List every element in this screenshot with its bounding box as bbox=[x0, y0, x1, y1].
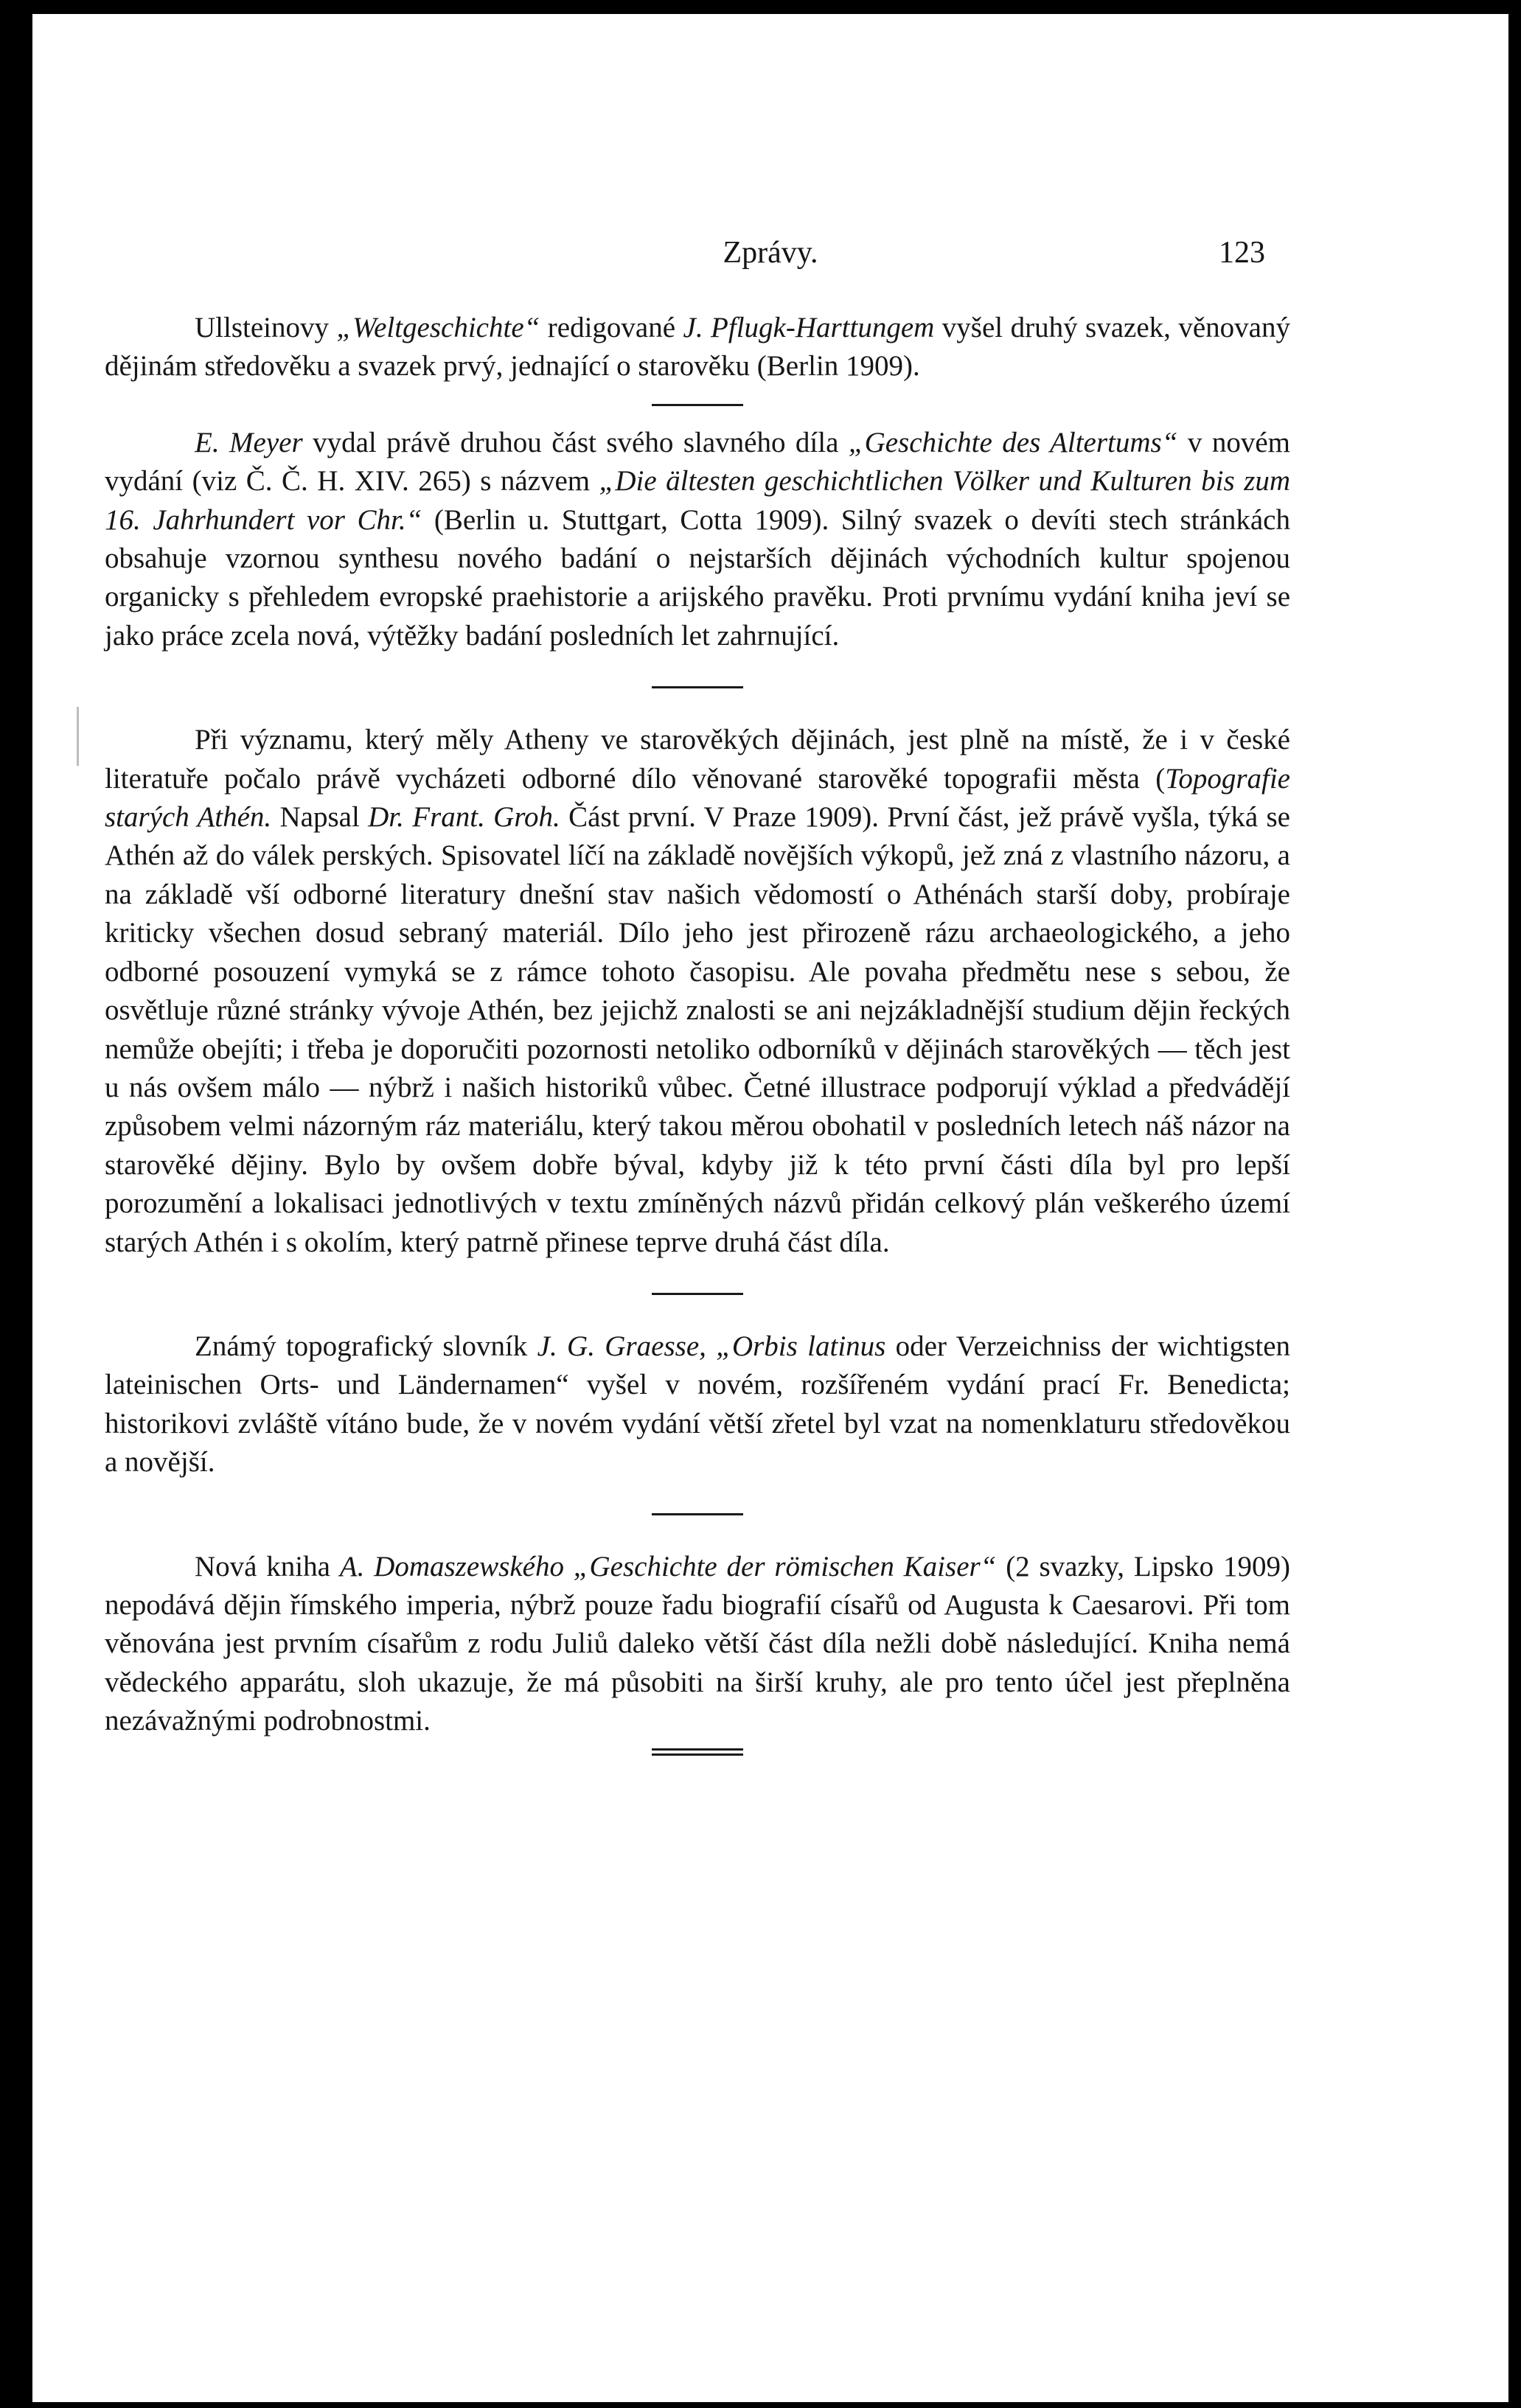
book-title: „Geschichte der römischen Kaiser“ bbox=[573, 1550, 997, 1582]
text-run: Nová kniha bbox=[195, 1550, 340, 1582]
book-title: „Weltgeschichte“ bbox=[336, 312, 540, 343]
author-name: J. G. Graesse, bbox=[537, 1330, 706, 1362]
text-run: (Berlin u. Stuttgart, Cotta 1909). Silný svazek o devíti stech stránkách obsahuje vzornou synthesu nového badání o nejstarších dějinách východních kultur spojenou organicky s přehledem evropské praehistorie a arijského pravěku. Proti prvnímu vydání kniha jeví se jako práce zcela nová, výtěžky badání posledních let zahrnující. bbox=[105, 503, 1290, 652]
paragraph-ullstein bbox=[105, 309, 1290, 386]
book-title: Topografie starých Athén. bbox=[105, 762, 1290, 834]
text-run bbox=[564, 1551, 574, 1582]
section-separator bbox=[652, 1293, 743, 1295]
text-run: Při významu, který měly Atheny ve starověkých dějinách, jest plně na místě, že i v české literatuře počalo právě vycházeti odborné dílo věnované starověké topografii města ( bbox=[105, 724, 1290, 795]
paragraph-meyer bbox=[105, 424, 1290, 655]
text-run: vydal právě druhou část svého slavného díla bbox=[302, 426, 849, 458]
text-run: Část první. V Praze 1909). První část, jež právě vyšla, týká se Athén až do válek perských. Spisovatel líčí na základě novějších výkopů, jež zná z vlastního názoru, a na základě vší odborné literatury dnešní stav našich vědomostí o Athénách starší doby, probíraje kriticky všechen dosud sebraný materiál. Dílo jeho jest přirozeně rázu archaeologického, a jeho odborné posouzení vymyká se z rámce tohoto časopisu. Ale povaha předmětu nese s sebou, že osvětluje různé stránky vývoje Athén, bez jejichž znalosti se ani nejzákladnější studium dějin řeckých nemůže obejíti; i třeba je doporučiti pozornosti netoliko odborníků v dějinách starověkých — těch jest u nás ovšem málo — nýbrž i našich historiků vůbec. Četné illustrace podporují výklad a předvádějí způsobem velmi názorným ráz materiálu, který takou měrou obohatil v posledních letech náš názor na starověké dějiny. Bylo by ovšem dobře býval, kdyby již k této první části díla byl pro lepší porozumění a lokalisaci jednotlivých v textu zmíněných názvů přidán celkový plán veškerého území starých Athén i s okolím, který patrně přinese teprve druhá část díla. bbox=[105, 801, 1290, 1258]
book-title: „Orbis latinus bbox=[716, 1330, 886, 1362]
author-name: J. Pflugk-Harttungem bbox=[683, 312, 935, 343]
page-number: 123 bbox=[1219, 236, 1265, 270]
document-page bbox=[32, 14, 1508, 2402]
text-run: oder Verzeichniss der wichtigsten lateinischen Orts- und Ländernamen“ vyšel v novém, rozšířeném vydání prací Fr. Benedicta; historikovi zvláště vítáno bude, že v novém vydání větší zřetel byl vzat na nomenklaturu středověkou a novější. bbox=[105, 1330, 1291, 1479]
page-header bbox=[32, 235, 1508, 279]
book-title: „Geschichte des Altertums“ bbox=[848, 426, 1178, 458]
text-run: Napsal bbox=[271, 801, 369, 834]
section-separator bbox=[652, 1513, 743, 1515]
author-name: E. Meyer bbox=[195, 426, 303, 458]
running-title: Zprávy. bbox=[723, 236, 818, 270]
text-run: (2 svazky, Lipsko 1909) nepodává dějin římského imperia, nýbrž pouze řadu biografií císařů od Augusta k Caesarovi. Při tom věnována jest prvním císařům z rodu Juliů daleko větší část díla nežli době následující. Kniha nemá vědeckého apparátu, sloh ukazuje, že má působiti na širší kruhy, ale pro tento účel jest přeplněna nezávažnými podrobnostmi. bbox=[105, 1550, 1290, 1737]
section-separator bbox=[652, 404, 743, 406]
author-name: A. Domaszewského bbox=[339, 1550, 564, 1582]
section-separator bbox=[652, 686, 743, 688]
text-run: Známý topografický slovník bbox=[195, 1330, 537, 1362]
text-run: Ullsteinovy bbox=[195, 312, 337, 343]
text-run: v novém vydání (viz Č. Č. H. XIV. 265) s názvem bbox=[105, 426, 1290, 498]
page-crease bbox=[77, 707, 79, 766]
text-run bbox=[706, 1330, 716, 1362]
text-run: vyšel druhý svazek, věnovaný dějinám středověku a svazek prvý, jednající o starověku (Berlin 1909). bbox=[105, 312, 1290, 383]
paragraph-groh bbox=[105, 721, 1290, 1262]
book-title: „Die ältesten geschichtlichen Völker und Kulturen bis zum 16. Jahrhundert vor Chr.“ bbox=[105, 465, 1290, 536]
end-separator bbox=[652, 1748, 743, 1756]
paragraph-domaszewski bbox=[105, 1548, 1290, 1741]
author-name: Dr. Frant. Groh. bbox=[368, 801, 560, 834]
article-body bbox=[105, 309, 1290, 1756]
text-run: redigované bbox=[540, 312, 683, 343]
paragraph-graesse bbox=[105, 1327, 1290, 1482]
